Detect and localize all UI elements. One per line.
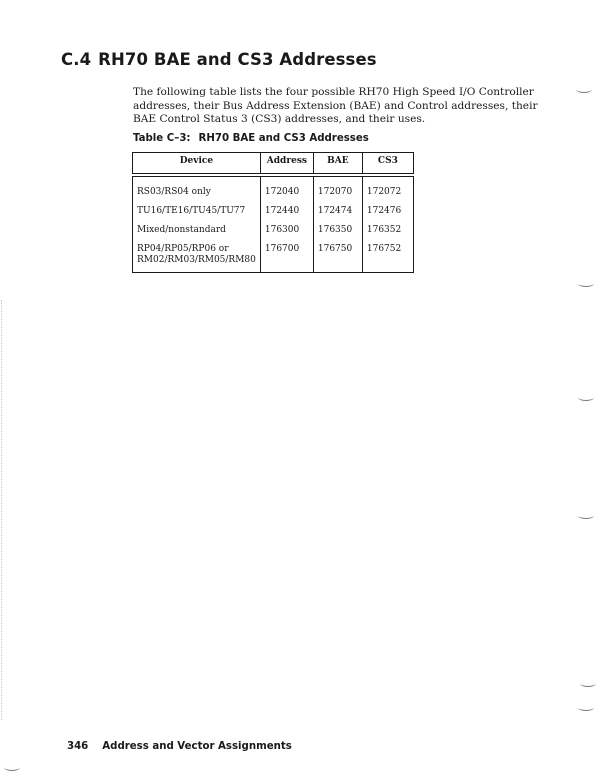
scan-edge-line — [1, 300, 3, 720]
header-cs3: CS3 — [362, 153, 413, 176]
cell-device: RS03/RS04 only — [133, 175, 261, 206]
cell-address: 172040 — [260, 175, 313, 206]
scan-margin-mark — [576, 86, 592, 93]
table-caption-label: Table C–3: — [133, 133, 191, 144]
cell-bae: 172070 — [313, 175, 362, 206]
table-row — [133, 175, 414, 206]
cell-cs3: 176352 — [362, 225, 413, 244]
scan-margin-mark — [578, 394, 594, 401]
cell-address: 176700 — [260, 244, 313, 273]
table-header-row — [133, 153, 414, 176]
scan-margin-mark — [4, 764, 20, 771]
cell-device: TU16/TE16/TU45/TU77 — [133, 206, 261, 225]
cell-address: 176300 — [260, 225, 313, 244]
address-table — [132, 152, 414, 273]
table-caption-title: RH70 BAE and CS3 Addresses — [198, 133, 369, 144]
section-title: RH70 BAE and CS3 Addresses — [98, 50, 377, 69]
intro-paragraph: The following table lists the four possible RH70 High Speed I/O Controller addresses, their Bus Address Extension (BAE) and Control addresses, their BAE Control Status 3 (CS3) addresses, and their uses. — [133, 86, 538, 126]
scan-margin-mark — [578, 704, 594, 711]
chapter-title: Address and Vector Assignments — [102, 741, 292, 752]
cell-device: RP04/RP05/RP06 or RM02/RM03/RM05/RM80 — [133, 244, 261, 273]
table-row — [133, 206, 414, 225]
cell-cs3: 172476 — [362, 206, 413, 225]
header-bae: BAE — [313, 153, 362, 176]
header-device: Device — [133, 153, 261, 176]
cell-address: 172440 — [260, 206, 313, 225]
cell-cs3: 172072 — [362, 175, 413, 206]
page-number: 346 — [67, 741, 89, 752]
cell-cs3: 176752 — [362, 244, 413, 273]
table-row — [133, 244, 414, 273]
header-address: Address — [260, 153, 313, 176]
scan-margin-mark — [580, 680, 596, 687]
cell-bae: 176350 — [313, 225, 362, 244]
section-number: C.4 — [61, 50, 92, 69]
cell-device: Mixed/nonstandard — [133, 225, 261, 244]
scan-margin-mark — [578, 512, 594, 519]
cell-bae: 176750 — [313, 244, 362, 273]
page-footer — [67, 741, 292, 752]
table-row — [133, 225, 414, 244]
section-heading — [61, 50, 377, 69]
cell-bae: 172474 — [313, 206, 362, 225]
scan-margin-mark — [578, 280, 594, 287]
table-caption — [133, 133, 369, 144]
